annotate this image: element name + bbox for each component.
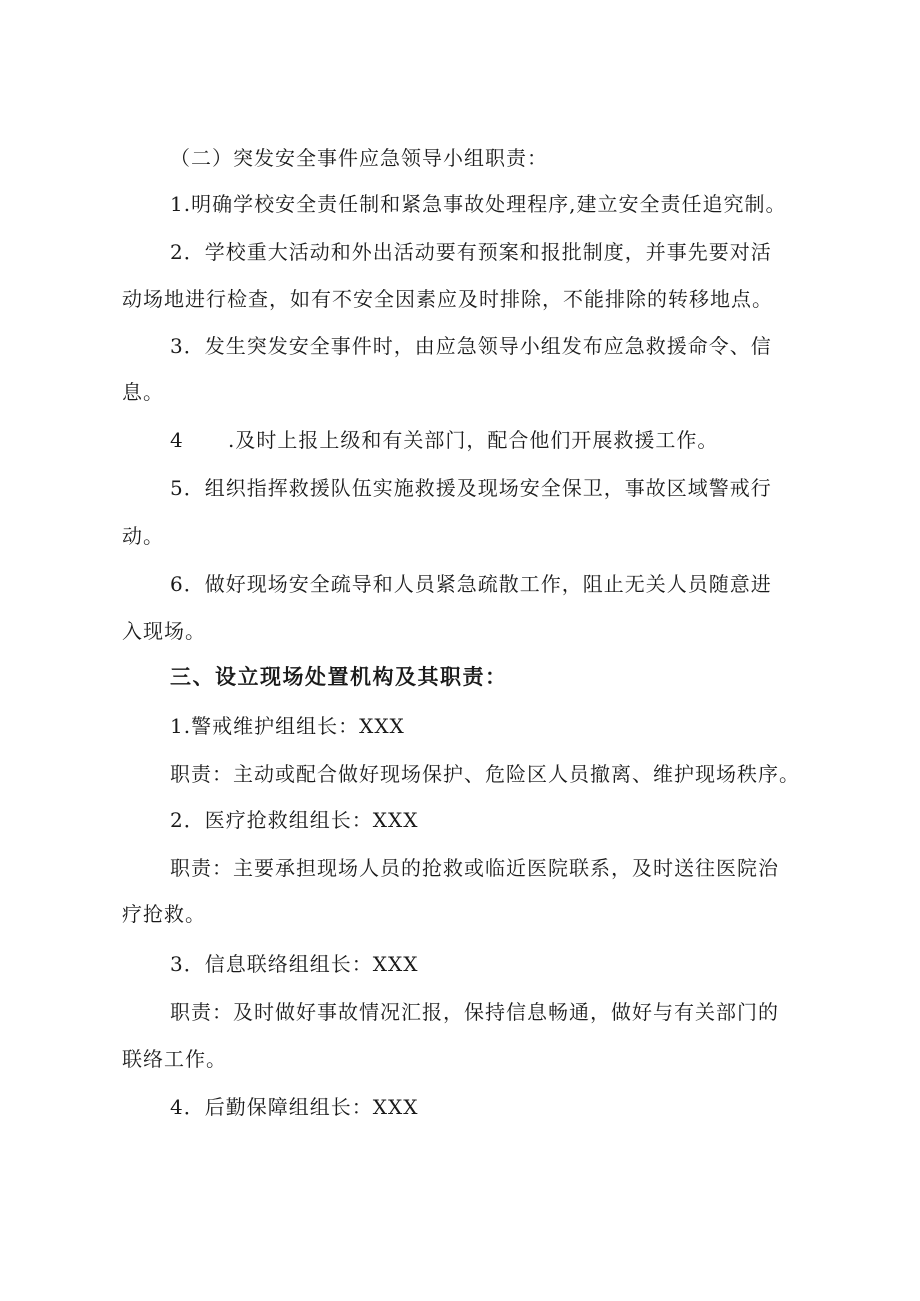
group-4-leader: 4．后勤保障组组长：XXX <box>170 1095 419 1119</box>
group-2-duty-line-1: 职责：主要承担现场人员的抢救或临近医院联系，及时送往医院治 <box>170 856 779 880</box>
duty-item-4-number: 4 <box>170 428 184 452</box>
section-two-title: （二）突发安全事件应急领导小组职责： <box>170 146 548 170</box>
duty-item-6-line-2: 入现场。 <box>122 619 206 643</box>
section-three-heading: 三、设立现场处置机构及其职责： <box>170 665 508 689</box>
duty-item-6-line-1: 6．做好现场安全疏导和人员紧急疏散工作，阻止无关人员随意进 <box>170 572 772 596</box>
group-3-duty-line-1: 职责：及时做好事故情况汇报，保持信息畅通，做好与有关部门的 <box>170 1000 779 1024</box>
duty-item-1: 1.明确学校安全责任制和紧急事故处理程序,建立安全责任追究制。 <box>170 192 787 216</box>
group-2-duty-line-2: 疗抢救。 <box>122 902 206 926</box>
group-1-duty: 职责：主动或配合做好现场保护、危险区人员撤离、维护现场秩序。 <box>170 762 800 786</box>
duty-item-3-line-2: 息。 <box>122 380 164 404</box>
duty-item-2-line-1: 2．学校重大活动和外出活动要有预案和报批制度，并事先要对活 <box>170 240 772 264</box>
duty-item-2-line-2: 动场地进行检查，如有不安全因素应及时排除，不能排除的转移地点。 <box>122 287 773 311</box>
duty-item-5-line-1: 5．组织指挥救援队伍实施救援及现场安全保卫，事故区域警戒行 <box>170 476 772 500</box>
group-3-duty-line-2: 联络工作。 <box>122 1047 227 1071</box>
group-2-leader: 2．医疗抢救组组长：XXX <box>170 808 419 832</box>
duty-item-5-line-2: 动。 <box>122 524 164 548</box>
group-3-leader: 3．信息联络组组长：XXX <box>170 952 419 976</box>
duty-item-4-text: .及时上报上级和有关部门，配合他们开展救援工作。 <box>228 428 719 452</box>
group-1-leader: 1.警戒维护组组长：XXX <box>170 714 405 738</box>
duty-item-3-line-1: 3．发生突发安全事件时，由应急领导小组发布应急救援命令、信 <box>170 334 772 358</box>
